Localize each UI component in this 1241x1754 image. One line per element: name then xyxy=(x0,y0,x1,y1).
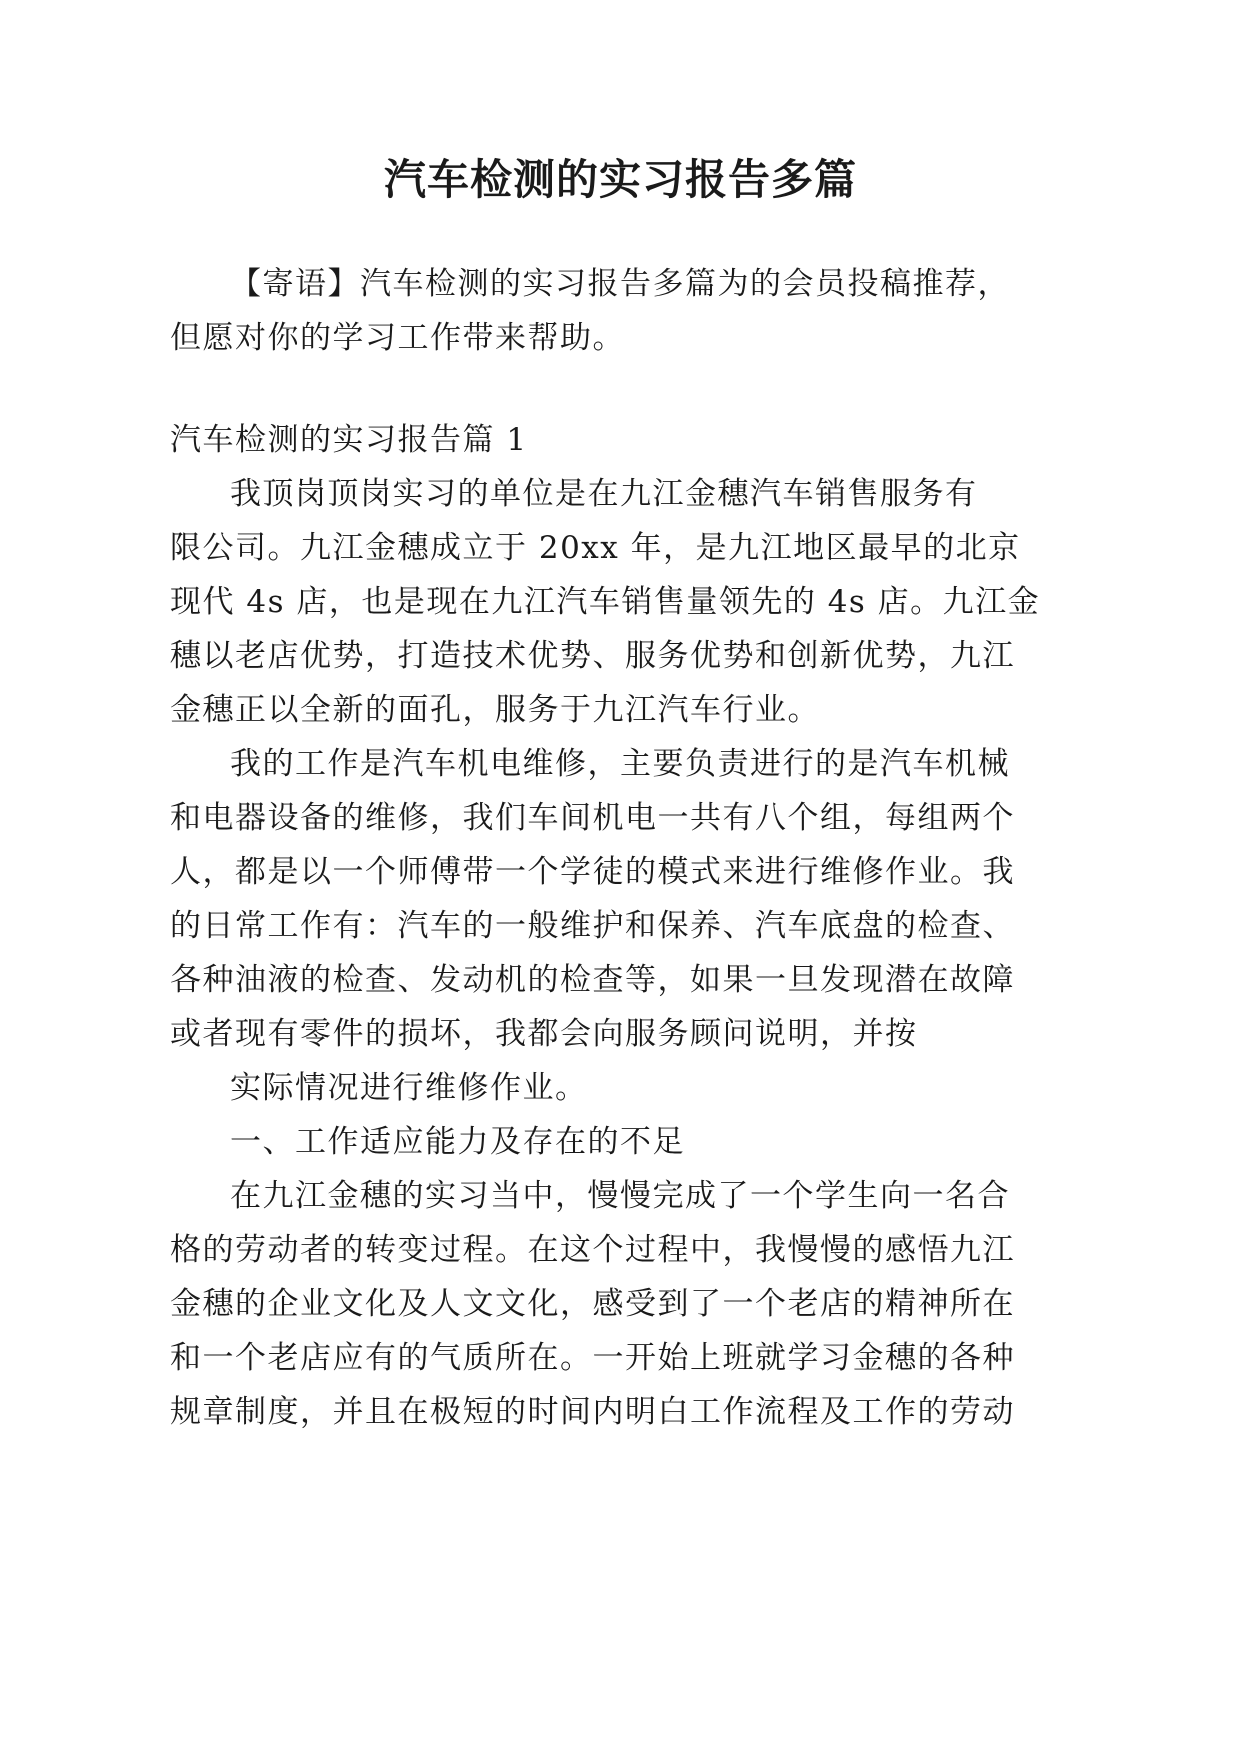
paragraph1-line-5: 金穗正以全新的面孔，服务于九江汽车行业。 xyxy=(170,692,820,728)
paragraph3: 实际情况进行维修作业。 xyxy=(230,1070,588,1106)
paragraph4-line-4: 和一个老店应有的气质所在。一开始上班就学习金穗的各种 xyxy=(170,1340,1015,1376)
paragraph2-line-5: 各种油液的检查、发动机的检查等，如果一旦发现潜在故障 xyxy=(170,962,1015,998)
paragraph4-line-5: 规章制度，并且在极短的时间内明白工作流程及工作的劳动 xyxy=(170,1394,1015,1430)
paragraph4-line-3: 金穗的企业文化及人文文化，感受到了一个老店的精神所在 xyxy=(170,1286,1015,1322)
intro-line-1: 【寄语】汽车检测的实习报告多篇为的会员投稿推荐， xyxy=(230,266,1010,302)
paragraph2-line-4: 的日常工作有：汽车的一般维护和保养、汽车底盘的检查、 xyxy=(170,908,1015,944)
intro-line-2: 但愿对你的学习工作带来帮助。 xyxy=(170,320,625,356)
subheading: 一、工作适应能力及存在的不足 xyxy=(230,1124,685,1160)
paragraph2-line-1: 我的工作是汽车机电维修，主要负责进行的是汽车机械 xyxy=(230,746,1010,782)
section-heading: 汽车检测的实习报告篇 1 xyxy=(170,422,528,458)
document-title: 汽车检测的实习报告多篇 xyxy=(383,155,857,204)
paragraph1-line-3: 现代 4s 店，也是现在九江汽车销售量领先的 4s 店。九江金 xyxy=(170,584,1041,620)
paragraph1-line-2: 限公司。九江金穗成立于 20xx 年，是九江地区最早的北京 xyxy=(170,530,1021,566)
paragraph2-line-2: 和电器设备的维修，我们车间机电一共有八个组，每组两个 xyxy=(170,800,1015,836)
paragraph4-line-2: 格的劳动者的转变过程。在这个过程中，我慢慢的感悟九江 xyxy=(170,1232,1015,1268)
paragraph4-line-1: 在九江金穗的实习当中，慢慢完成了一个学生向一名合 xyxy=(230,1178,1010,1214)
paragraph2-line-6: 或者现有零件的损坏，我都会向服务顾问说明，并按 xyxy=(170,1016,918,1052)
paragraph1-line-1: 我顶岗顶岗实习的单位是在九江金穗汽车销售服务有 xyxy=(230,476,978,512)
paragraph2-line-3: 人，都是以一个师傅带一个学徒的模式来进行维修作业。我 xyxy=(170,854,1015,890)
paragraph1-line-4: 穗以老店优势，打造技术优势、服务优势和创新优势，九江 xyxy=(170,638,1015,674)
